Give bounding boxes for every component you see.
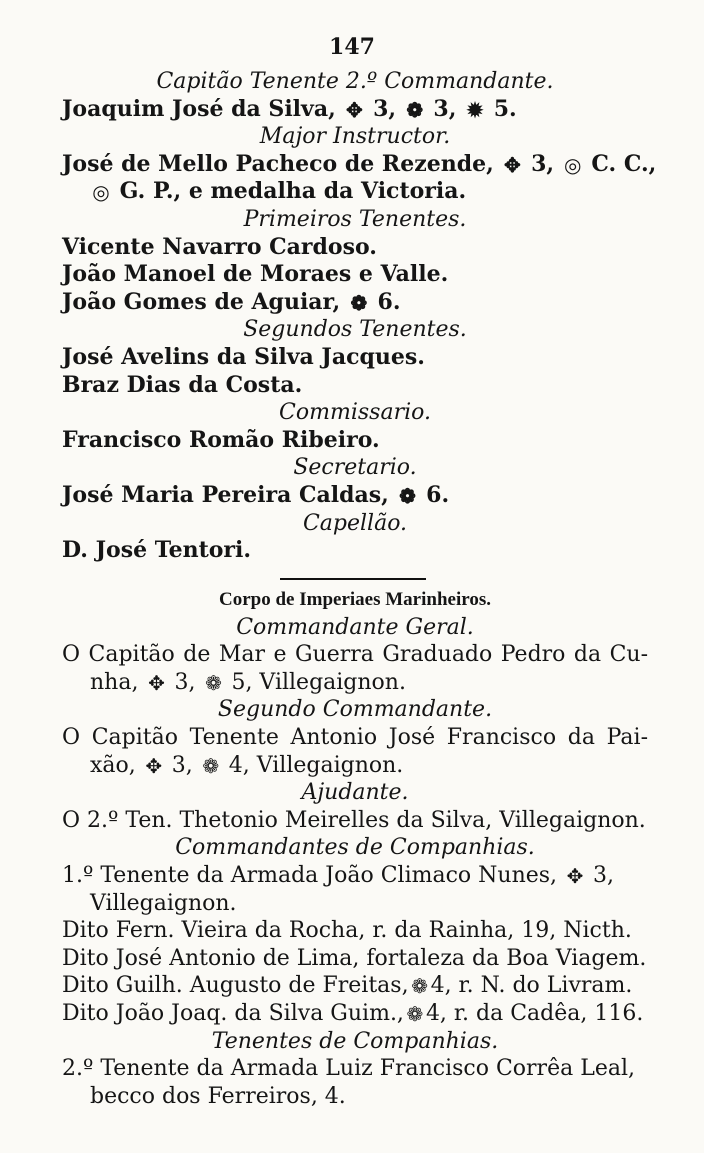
rose-icon: ❁ <box>399 483 416 508</box>
entry-fern-vieira: Dito Fern. Vieira da Rocha, r. da Rainha, 19, Nicth. <box>62 918 632 944</box>
order-cross-icon: ✥ <box>148 670 165 695</box>
entry-tentori: D. José Tentori. <box>62 537 252 564</box>
entry-climaco-cont: Villegaignon. <box>90 890 237 916</box>
heading-ajudante: Ajudante. <box>301 780 409 806</box>
circle-medal-icon: ◎ <box>563 152 582 177</box>
entry-jose-maria: José Maria Pereira Caldas, ❁ 6. <box>62 482 648 510</box>
entry-francisco: Francisco Romão Ribeiro. <box>62 426 380 453</box>
officers-list <box>62 68 657 565</box>
star-medal-icon: ✹ <box>466 97 484 122</box>
order-cross-icon: ✥ <box>145 753 163 778</box>
entry-luiz-leal: 2.º Tenente da Armada Luiz Francisco Corrêa Leal, <box>62 1056 635 1082</box>
rose-icon: ❁ <box>406 1001 424 1026</box>
heading-commissario: Commissario. <box>279 400 431 426</box>
entry-luiz-leal-cont: becco dos Ferreiros, 4. <box>90 1083 346 1109</box>
section-title: Corpo de Imperiaes Marinheiros. <box>219 589 491 610</box>
entry-jose-avelins: José Avelins da Silva Jacques. <box>62 343 425 370</box>
order-cross-icon: ✥ <box>346 97 363 122</box>
entry-antonio-jose-cont: xão, ✥ 3, ❁ 4, Villegaignon. <box>62 752 648 780</box>
heading-primeiros-tenentes: Primeiros Tenentes. <box>243 206 467 232</box>
heading-secretario: Secretario. <box>293 455 417 481</box>
heading-segundos-tenentes: Segundos Tenentes. <box>243 317 467 343</box>
heading-capitao-tenente: Capitão Tenente 2.º Commandante. <box>156 69 554 94</box>
entry-thetonio: O 2.º Ten. Thetonio Meirelles da Silva, Villegaignon. <box>62 807 646 833</box>
entry-joao-joaq: Dito João Joaq. da Silva Guim., ❁ 4, r. da Cadêa, 116. <box>62 1000 648 1028</box>
marinheiros-list <box>62 586 648 1110</box>
entry-joao-manoel: João Manoel de Moraes e Valle. <box>62 261 449 288</box>
entry-jose-mello-cont: ◎ G. P., e medalha da Victoria. <box>62 178 648 206</box>
heading-tenentes-companhias: Tenentes de Companhias. <box>211 1028 499 1054</box>
page-number: 147 <box>329 34 375 60</box>
heading-capellao: Capellão. <box>302 510 408 536</box>
heading-commandante-geral: Commandante Geral. <box>236 614 474 640</box>
heading-segundo-commandante: Segundo Commandante. <box>217 697 493 723</box>
section-divider <box>280 578 426 580</box>
entry-pedro-da-cunha-cont: nha, ✥ 3, ❁ 5, Villegaignon. <box>62 669 648 697</box>
entry-climaco: 1.º Tenente da Armada João Climaco Nunes, ✥ 3, <box>62 862 648 890</box>
rose-icon: ❁ <box>202 753 220 778</box>
entry-jose-antonio-lima: Dito José Antonio de Lima, fortaleza da Boa Viagem. <box>62 945 647 971</box>
order-cross-icon: ✥ <box>566 863 584 888</box>
heading-major: Major Instructor. <box>259 124 451 150</box>
heading-commandantes-companhias: Commandantes de Companhias. <box>175 835 535 861</box>
circle-medal-icon: ◎ <box>92 180 110 205</box>
rose-icon: ❁ <box>350 290 368 315</box>
rose-icon: ❁ <box>406 97 424 122</box>
entry-braz: Braz Dias da Costa. <box>62 371 303 398</box>
rose-icon: ❁ <box>205 670 222 695</box>
entry-guilh-augusto: Dito Guilh. Augusto de Freitas, ❁ 4, r. N. do Livram. <box>62 972 648 1000</box>
rose-icon: ❁ <box>411 974 428 999</box>
order-cross-icon: ✥ <box>504 152 521 177</box>
entry-antonio-jose: O Capitão Tenente Antonio José Francisco da Pai- <box>62 724 648 750</box>
entry-joao-gomes: João Gomes de Aguiar, ❁ 6. <box>62 289 648 317</box>
entry-jose-mello: José de Mello Pacheco de Rezende, ✥ 3, ◎ C. C., <box>62 151 648 179</box>
entry-joaquim: Joaquim José da Silva, ✥ 3, ❁ 3, ✹ 5. <box>62 96 648 124</box>
entry-pedro-da-cunha: O Capitão de Mar e Guerra Graduado Pedro da Cu- <box>62 642 648 668</box>
entry-vicente: Vicente Navarro Cardoso. <box>62 233 377 260</box>
